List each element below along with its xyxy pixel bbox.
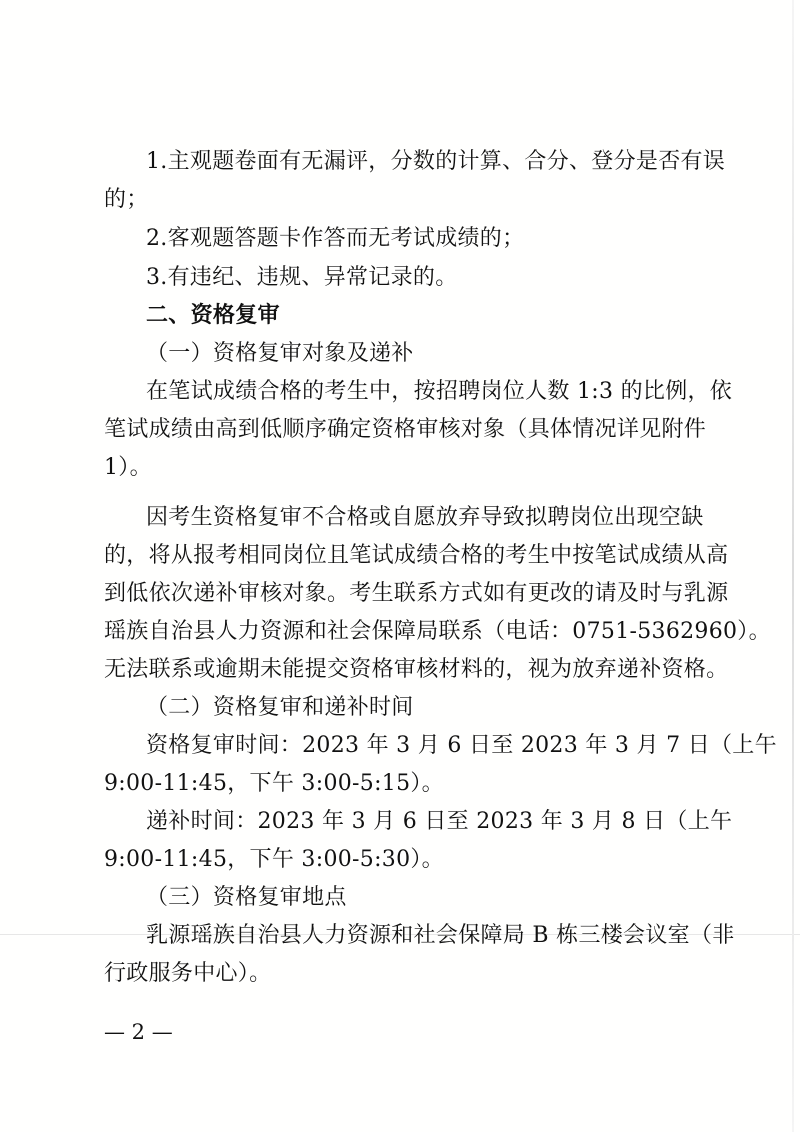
subsection-heading-review-location: （三）资格复审地点 [146,885,347,910]
paragraph-line: 笔试成绩由高到低顺序确定资格审核对象（具体情况详见附件 [104,417,707,442]
paragraph-line: 因考生资格复审不合格或自愿放弃导致拟聘岗位出现空缺 [146,505,704,530]
list-item-3: 3.有违纪、违规、异常记录的。 [146,265,458,290]
review-time-hours: 9:00-11:45，下午 3:00-5:15）。 [104,771,444,796]
paragraph-line: 到低依次递补审核对象。考生联系方式如有更改的请及时与乳源 [104,581,729,606]
paragraph-line: 的，将从报考相同岗位且笔试成绩合格的考生中按笔试成绩从高 [104,543,729,568]
subsection-heading-review-objects: （一）资格复审对象及递补 [146,341,414,366]
paragraph-line: 在笔试成绩合格的考生中，按招聘岗位人数 1:3 的比例，依 [146,379,733,404]
page-number: — 2 — [104,1020,173,1044]
list-item-1: 1.主观题卷面有无漏评，分数的计算、合分、登分是否有误 [146,149,726,174]
page-edge-shadow [792,0,794,1132]
list-item-2: 2.客观题答题卡作答而无考试成绩的； [146,226,525,251]
paragraph-line: 1）。 [104,455,152,480]
supplement-time-line: 递补时间：2023 年 3 月 6 日至 2023 年 3 月 8 日（上午 [146,809,733,834]
paragraph-line: 无法联系或逾期未能提交资格审核材料的，视为放弃递补资格。 [104,657,729,682]
review-location-line: 乳源瑶族自治县人力资源和社会保障局 B 栋三楼会议室（非 [146,923,735,948]
supplement-time-hours: 9:00-11:45，下午 3:00-5:30）。 [104,847,444,872]
review-time-line: 资格复审时间：2023 年 3 月 6 日至 2023 年 3 月 7 日（上午 [146,733,777,758]
contact-phone-line: 瑶族自治县人力资源和社会保障局联系（电话：0751-5362960）。 [104,619,771,644]
list-item-1-continued: 的； [104,187,149,212]
subsection-heading-review-time: （二）资格复审和递补时间 [146,695,414,720]
review-location-line-continued: 行政服务中心）。 [104,961,272,986]
section-heading-qualification-review: 二、资格复审 [146,303,280,328]
